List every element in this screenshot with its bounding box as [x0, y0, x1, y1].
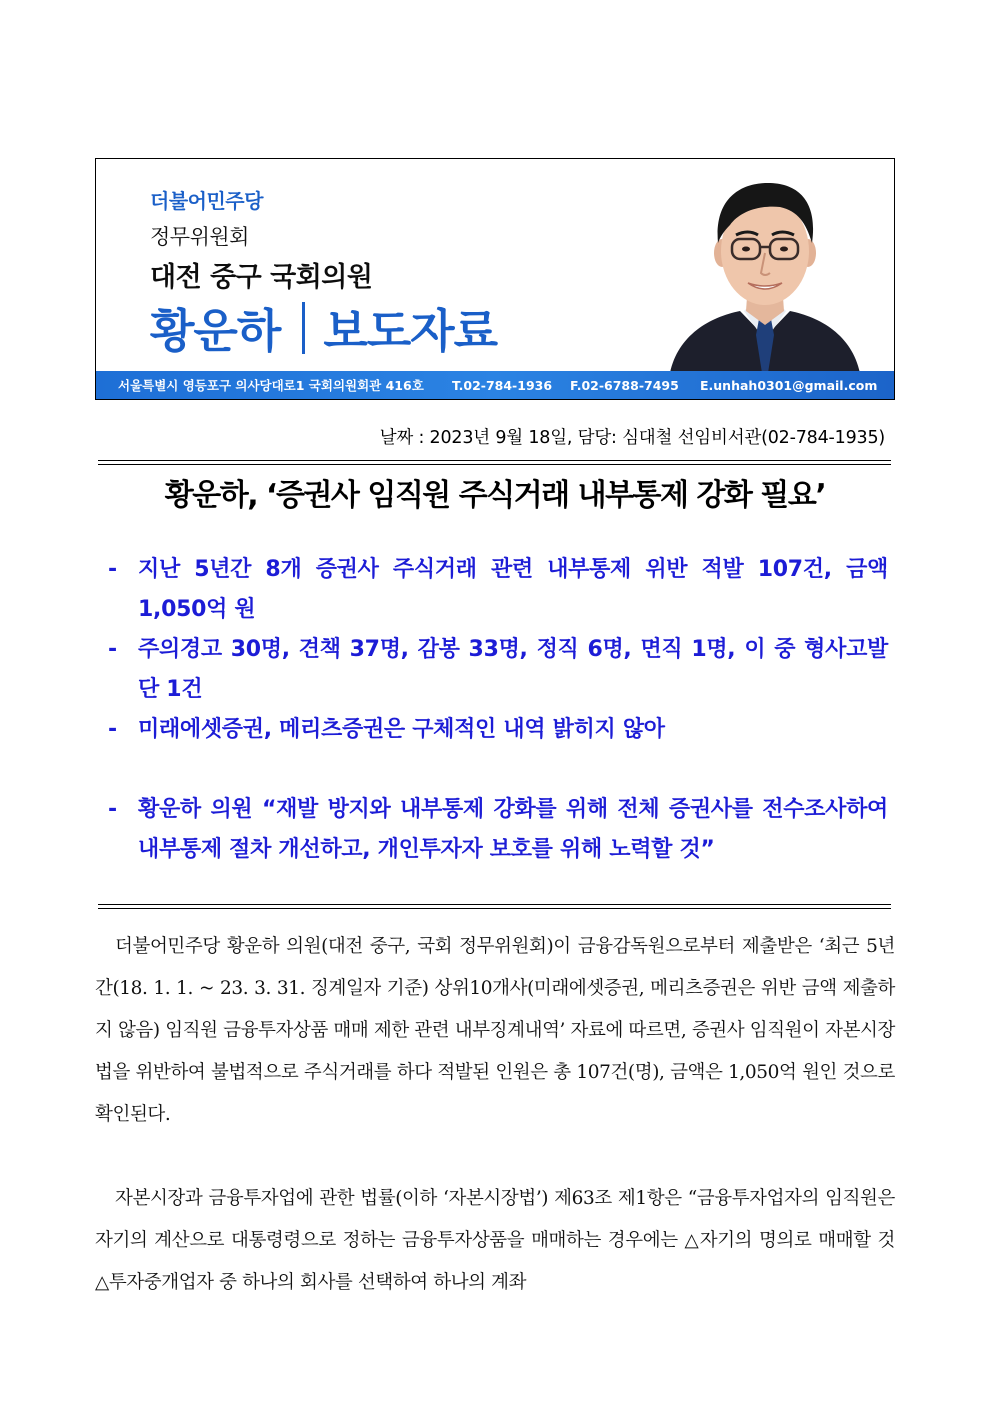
- office-fax: F.02-6788-7495: [570, 377, 679, 393]
- bullet-dash: -: [108, 717, 117, 742]
- summary-text: 주의경고 30명, 견책 37명, 감봉 33명, 정직 6명, 면직 1명, 이 중 형사고발 단 1건: [138, 637, 888, 702]
- summary-item: [108, 550, 888, 630]
- summary-item: [108, 630, 888, 710]
- bullet-dash: -: [108, 797, 117, 822]
- date-contact-line: 날짜 : 2023년 9월 18일, 담당: 심대철 선임비서관(02-784-1935): [379, 428, 885, 448]
- party-name: 더불어민주당: [150, 189, 263, 213]
- summary-bullets: [108, 550, 888, 870]
- name-divider: [302, 302, 305, 354]
- summary-quote-text: 황운하 의원 “재발 방지와 내부통제 강화를 위해 전체 증권사를 전수조사하여 내부통제 절차 개선하고, 개인투자자 보호를 위해 노력할 것”: [138, 797, 888, 862]
- committee-name: 정무위원회: [150, 225, 249, 249]
- summary-text: 미래에셋증권, 메리츠증권은 구체적인 내역 밝히지 않아: [138, 717, 665, 742]
- lawmaker-portrait: [660, 165, 870, 373]
- summary-item: [108, 710, 888, 750]
- office-address: 서울특별시 영등포구 의사당대로1 국회의원회관 416호: [118, 378, 424, 393]
- bullet-dash: -: [108, 637, 117, 662]
- headline-rule-bottom: [98, 904, 891, 909]
- body-paragraph: 자본시장과 금융투자업에 관한 법률(이하 ‘자본시장법’) 제63조 제1항은 “금융투자업자의 임직원은 자기의 계산으로 대통령령으로 정하는 금융투자상품을 매매하는 경우에는 △자기의 명의로 매매할 것 △투자중개업자 중 하나의 회사를 선택하여 하나의 계좌: [95, 1188, 895, 1293]
- article-body: [95, 926, 895, 1304]
- press-release-label: 보도자료: [323, 304, 498, 358]
- lawmaker-name: 황운하: [150, 304, 281, 358]
- body-paragraph: 더불어민주당 황운하 의원(대전 중구, 국회 정무위원회)이 금융감독원으로부터 제출받은 ‘최근 5년간(18. 1. 1. ~ 23. 3. 31. 징계일자 기준) 상위10개사(미래에셋증권, 메리츠증권은 위반 금액 제출하지 않음) 임직원 금융투자상품 매매 제한 관련 내부징계내역’ 자료에 따르면, 증권사 임직원이 자본시장법을 위반하여 불법적으로 주식거래를 하다 적발된 인원은 총 107건(명), 금액은 1,050억 원인 것으로 확인된다.: [95, 936, 895, 1125]
- headline-rule-top: [98, 460, 891, 465]
- office-phone: T.02-784-1936: [452, 377, 553, 393]
- district-title: 대전 중구 국회의원: [150, 262, 373, 293]
- summary-item-quote: [108, 790, 888, 870]
- summary-text: 지난 5년간 8개 증권사 주식거래 관련 내부통제 위반 적발 107건, 금액 1,050억 원: [138, 557, 888, 622]
- office-email[interactable]: E.unhah0301@gmail.com: [700, 377, 878, 393]
- bullet-dash: -: [108, 557, 117, 582]
- name-row: [150, 295, 497, 361]
- headline: 황운하, ‘증권사 임직원 주식거래 내부통제 강화 필요’: [164, 478, 826, 513]
- contact-bar: [96, 371, 894, 399]
- press-banner: [95, 158, 895, 400]
